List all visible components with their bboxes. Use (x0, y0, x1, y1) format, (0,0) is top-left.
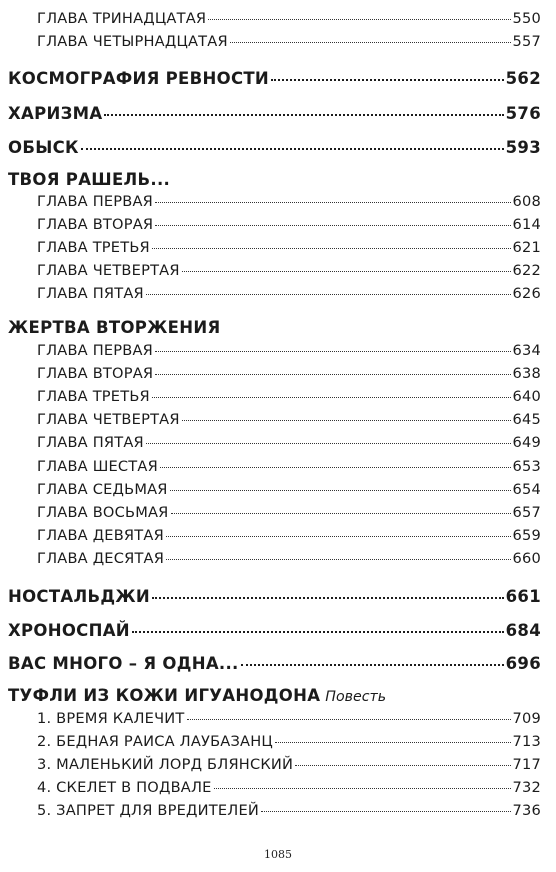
page-number: 1085 (264, 848, 292, 861)
toc-page-number: 593 (505, 137, 541, 157)
toc-entry-title: ХАРИЗМА (8, 103, 103, 123)
toc-subentry (37, 479, 541, 498)
toc-page-number: 654 (512, 480, 541, 498)
toc-subentry (37, 340, 541, 359)
toc-entry-title: ГЛАВА ВТОРАЯ (37, 215, 154, 233)
toc-entry-title: ХРОНОСПАЙ (8, 620, 130, 640)
dot-leader (146, 432, 511, 447)
toc-section-heading (8, 318, 541, 337)
dot-leader (155, 340, 511, 355)
toc-entry-title: ВАС МНОГО – Я ОДНА... (8, 653, 239, 673)
dot-leader (152, 585, 504, 602)
toc-entry-title: ГЛАВА СЕДЬМАЯ (37, 480, 168, 498)
toc-page-number: 622 (512, 261, 541, 279)
dot-leader (171, 502, 511, 517)
toc-entry-title: 3. МАЛЕНЬКИЙ ЛОРД БЛЯНСКИЙ (37, 755, 294, 773)
dot-leader (187, 708, 511, 723)
toc-entry-title: КОСМОГРАФИЯ РЕВНОСТИ (8, 68, 270, 88)
toc-subentry (37, 363, 541, 382)
toc-page-number: 660 (512, 549, 541, 567)
toc-subentry (37, 432, 541, 451)
toc-subentry (37, 8, 541, 27)
toc-entry-title: ГЛАВА ТРЕТЬЯ (37, 238, 150, 256)
toc-subentry (37, 800, 541, 819)
toc-page-number: 614 (512, 215, 541, 233)
toc-page-number: 562 (505, 68, 541, 88)
dot-leader (241, 652, 504, 669)
toc-entry-title: ГЛАВА ТРИНАДЦАТАЯ (37, 9, 207, 27)
toc-page-number: 640 (512, 387, 541, 405)
toc-page-number: 557 (512, 32, 541, 50)
toc-subentry (37, 237, 541, 256)
toc-entry-title: 4. СКЕЛЕТ В ПОДВАЛЕ (37, 778, 212, 796)
toc-subentry (37, 456, 541, 475)
toc-entry-title: НОСТАЛЬДЖИ (8, 586, 150, 606)
toc-entry-title: ГЛАВА ЧЕТВЕРТАЯ (37, 261, 180, 279)
toc-entry-title: ТВОЯ РАШЕЛЬ... (8, 170, 171, 189)
toc-entry-title: ГЛАВА ВОСЬМАЯ (37, 503, 169, 521)
toc-entry (8, 652, 541, 673)
dot-leader (261, 800, 511, 815)
toc-subentry (37, 386, 541, 405)
dot-leader (155, 214, 510, 229)
toc-entry-title: ЖЕРТВА ВТОРЖЕНИЯ (8, 318, 221, 337)
toc-entry (8, 136, 541, 157)
toc-entry-title: ГЛАВА ПЯТАЯ (37, 284, 144, 302)
toc-page-number: 713 (512, 732, 541, 750)
dot-leader (155, 191, 511, 206)
toc-subentry (37, 260, 541, 279)
toc-entry-title: ГЛАВА ПЕРВАЯ (37, 192, 154, 210)
dot-leader (132, 619, 504, 636)
dot-leader (81, 136, 504, 153)
toc-subentry (37, 708, 541, 727)
toc-section-heading (8, 686, 541, 705)
toc-entry-title: ГЛАВА ПЕРВАЯ (37, 341, 154, 359)
toc-page-number: 576 (505, 103, 541, 123)
toc-entry-note: Повесть (325, 689, 387, 705)
toc-entry-title: ГЛАВА ТРЕТЬЯ (37, 387, 150, 405)
dot-leader (182, 260, 511, 275)
toc-subentry (37, 191, 541, 210)
toc-entry-title: ГЛАВА ПЯТАЯ (37, 433, 144, 451)
toc-subentry (37, 754, 541, 773)
toc-entry-title: 2. БЕДНАЯ РАИСА ЛАУБАЗАНЦ (37, 732, 273, 750)
toc-page-number: 696 (505, 653, 541, 673)
toc-entry-title: 5. ЗАПРЕТ ДЛЯ ВРЕДИТЕЛЕЙ (37, 801, 260, 819)
toc-subentry (37, 525, 541, 544)
toc-entry-title: ОБЫСК (8, 137, 79, 157)
toc-subentry (37, 731, 541, 750)
dot-leader (271, 67, 504, 84)
dot-leader (295, 754, 510, 769)
toc-subentry (37, 777, 541, 796)
dot-leader (152, 237, 511, 252)
dot-leader (146, 283, 511, 298)
toc-subentry (37, 502, 541, 521)
dot-leader (275, 731, 511, 746)
toc-subentry (37, 31, 541, 50)
toc-subentry (37, 409, 541, 428)
toc-entry-title: ГЛАВА ВТОРАЯ (37, 364, 154, 382)
toc-entry (8, 102, 541, 123)
toc-entry-title: ГЛАВА ЧЕТВЕРТАЯ (37, 410, 180, 428)
toc-page-number: 638 (512, 364, 541, 382)
toc-page-number: 684 (505, 620, 541, 640)
toc-page-number: 736 (512, 801, 541, 819)
toc-page-number: 649 (512, 433, 541, 451)
dot-leader (160, 456, 511, 471)
dot-leader (214, 777, 511, 792)
toc-section-heading (8, 170, 541, 189)
toc-page-number: 661 (505, 586, 541, 606)
dot-leader (166, 525, 511, 540)
dot-leader (104, 102, 503, 119)
dot-leader (170, 479, 511, 494)
toc-subentry (37, 548, 541, 567)
toc-page-number: 626 (512, 284, 541, 302)
toc-page-number: 717 (512, 755, 541, 773)
toc-entry-title: 1. ВРЕМЯ КАЛЕЧИТ (37, 709, 185, 727)
toc-subentry (37, 283, 541, 302)
toc-entry-title: ГЛАВА ШЕСТАЯ (37, 457, 158, 475)
toc-page-number: 550 (512, 9, 541, 27)
toc-page-number: 709 (512, 709, 541, 727)
toc-page-number: 657 (512, 503, 541, 521)
toc-entry (8, 585, 541, 606)
dot-leader (182, 409, 511, 424)
toc-page-number: 608 (512, 192, 541, 210)
toc-page-number: 732 (512, 778, 541, 796)
toc-entry-title: ГЛАВА ДЕСЯТАЯ (37, 549, 165, 567)
dot-leader (155, 363, 510, 378)
toc-entry-title: ГЛАВА ДЕВЯТАЯ (37, 526, 164, 544)
toc-entry-title: ГЛАВА ЧЕТЫРНАДЦАТАЯ (37, 32, 228, 50)
toc-page-number: 621 (512, 238, 541, 256)
toc-page-number: 645 (512, 410, 541, 428)
toc-entry (8, 619, 541, 640)
toc-page-number: 653 (512, 457, 541, 475)
dot-leader (152, 386, 511, 401)
dot-leader (208, 8, 510, 23)
dot-leader (230, 31, 511, 46)
toc-page-number: 659 (512, 526, 541, 544)
toc-subentry (37, 214, 541, 233)
toc-page-number: 634 (512, 341, 541, 359)
toc-entry-title: ТУФЛИ ИЗ КОЖИ ИГУАНОДОНА (8, 686, 321, 705)
dot-leader (166, 548, 510, 563)
toc-entry (8, 67, 541, 88)
